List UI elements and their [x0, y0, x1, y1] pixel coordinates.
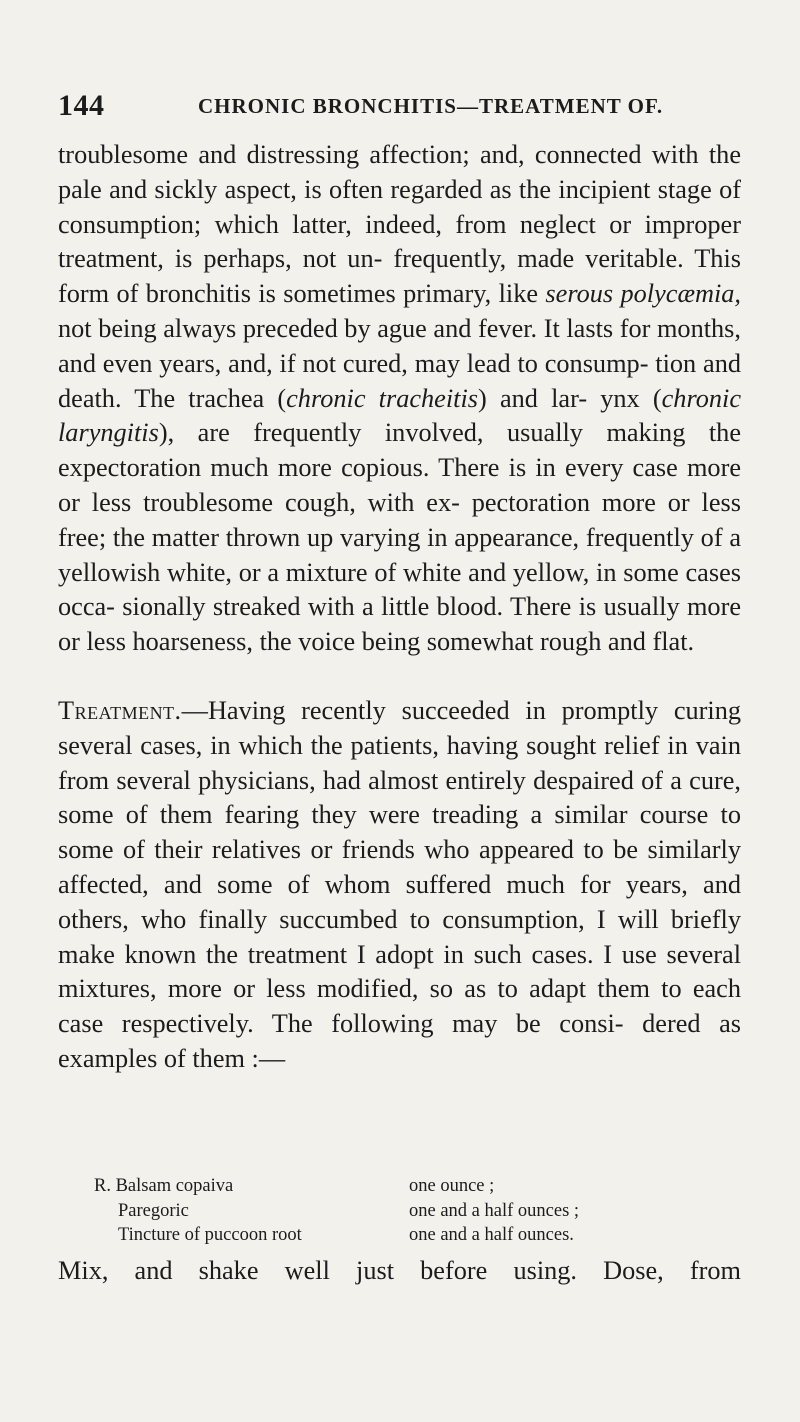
recipe-amount: one and a half ounces ; — [409, 1200, 580, 1221]
recipe-ingredient: R. Balsam copaiva — [94, 1176, 234, 1196]
recipe-amount: one ounce ; — [409, 1176, 495, 1196]
italic-term: chronic tracheitis — [286, 383, 479, 413]
italic-term: chronic laryngitis — [58, 383, 741, 448]
page-header — [58, 86, 748, 126]
text-run: ), are frequently involved, usually making the expectoration much more copious. There is in every case more or less troublesome cough, with ex- pectoration more or less free; the matter thrown up varying in appearance, frequently of a yellowish white, or a mixture of white and yellow, in some cases occa- sionally streaked with a little blood. There is usually more or less hoarseness, the voice being somewhat rough and flat. — [58, 418, 741, 657]
recipe-ingredient: Paregoric — [118, 1200, 189, 1221]
recipe-list — [94, 1174, 754, 1248]
final-line: Mix, and shake well just before using. Dose, from — [58, 1256, 741, 1285]
section-heading: Treatment. — [58, 695, 182, 725]
paragraph-treatment — [58, 694, 741, 1077]
text-run: —Having recently succeeded in promptly curing several cases, in which the patients, having sought relief in vain from several physicians, had almost entirely despaired of a cure, some of them fearing they were treading a similar course to some of their relatives or friends who appeared to be similarly affected, and some of whom suffered much for years, and others, who finally succumbed to consumption, I will briefly make known the treatment I adopt in such cases. I use several mixtures, more or less modified, so as to adapt them to each case respectively. The following may be consi- dered as examples of them :— — [58, 695, 741, 1073]
recipe-row — [94, 1199, 754, 1224]
recipe-row — [94, 1223, 754, 1248]
recipe-ingredient: Tincture of puccoon root — [118, 1225, 302, 1245]
text-run: troublesome and distressing affection; and, connected with the pale and sickly aspect, is often regarded as the incipient stage of consumption; which latter, indeed, from neglect or improper treatment, is perhaps, not un- frequently, made veritable. This form of bronchitis is sometimes primary, like — [58, 140, 741, 309]
paragraph-symptoms — [58, 138, 741, 660]
text-run: not being always preceded by ague and fever. It lasts for months, and even years, and, if not cured, may lead to consump- tion and death. The trachea ( — [58, 313, 741, 413]
text-run: ) and lar- ynx ( — [478, 383, 662, 413]
recipe-row — [94, 1174, 754, 1199]
running-head: CHRONIC BRONCHITIS—TREATMENT OF. — [198, 94, 664, 118]
italic-term: serous polycæmia, — [545, 279, 742, 309]
recipe-amount: one and a half ounces. — [409, 1225, 574, 1245]
body-text — [58, 138, 741, 1077]
page-number: 144 — [58, 89, 105, 122]
